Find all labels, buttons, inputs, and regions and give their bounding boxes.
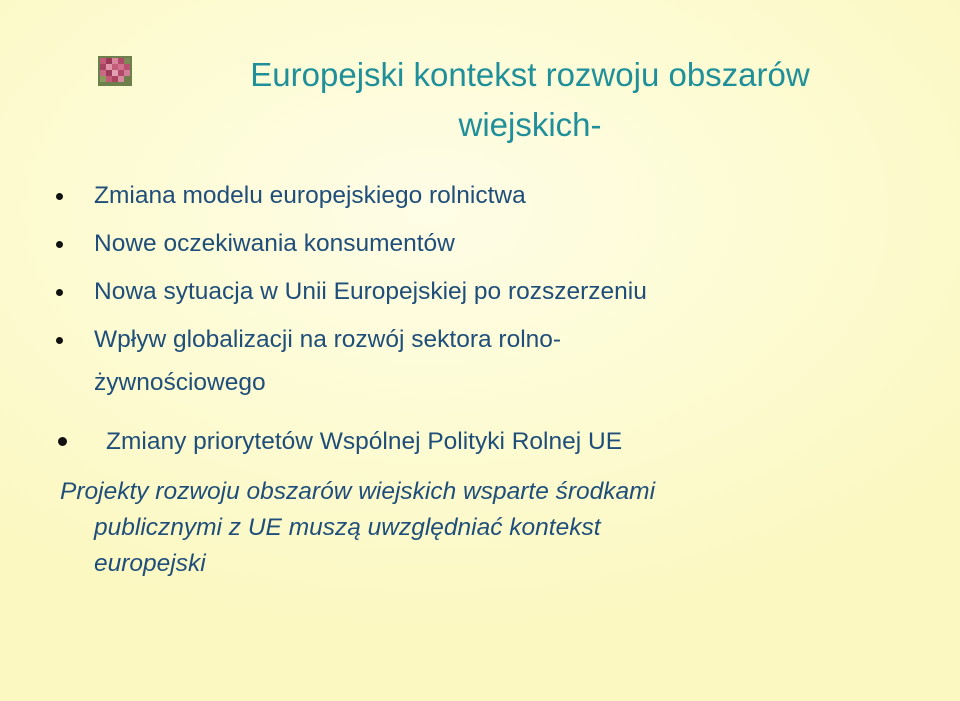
bullet-item	[52, 172, 932, 220]
bullet-text: Zmiana modelu europejskiego rolnictwa	[94, 182, 526, 209]
note-line-1: Projekty rozwoju obszarów wiejskich wsparte środkami	[60, 478, 656, 505]
bullet-item	[52, 220, 932, 268]
title-line-2: wiejskich-	[458, 106, 602, 143]
bullet-dot-icon	[56, 337, 63, 344]
bullet-item	[52, 316, 932, 364]
bullet-dot-icon	[58, 437, 67, 446]
bullet-dot-icon	[56, 193, 63, 200]
bullet-text: Nowe oczekiwania konsumentów	[94, 230, 455, 257]
slide-title	[150, 50, 910, 150]
bullet-text: Nowa sytuacja w Unii Europejskiej po rozszerzeniu	[94, 278, 647, 305]
title-line-1: Europejski kontekst rozwoju obszarów	[250, 56, 810, 93]
bullet-text: Zmiany priorytetów Wspólnej Polityki Rolnej UE	[106, 428, 623, 455]
bullet-item-priorities	[52, 420, 622, 464]
bullet-dot-icon	[56, 241, 63, 248]
note-line-3: europejski	[94, 550, 206, 577]
note-line-2: publicznymi z UE muszą uwzględniać kontekst	[94, 514, 601, 541]
bullet-continuation: żywnościowego	[94, 369, 266, 396]
mosaic-flower-icon	[98, 56, 132, 86]
bullet-list	[52, 172, 932, 364]
summary-note	[60, 474, 920, 582]
bullet-item	[52, 268, 932, 316]
bullet-dot-icon	[56, 289, 63, 296]
bullet-text-line-1: Wpływ globalizacji na rozwój sektora rolno-	[94, 326, 562, 353]
